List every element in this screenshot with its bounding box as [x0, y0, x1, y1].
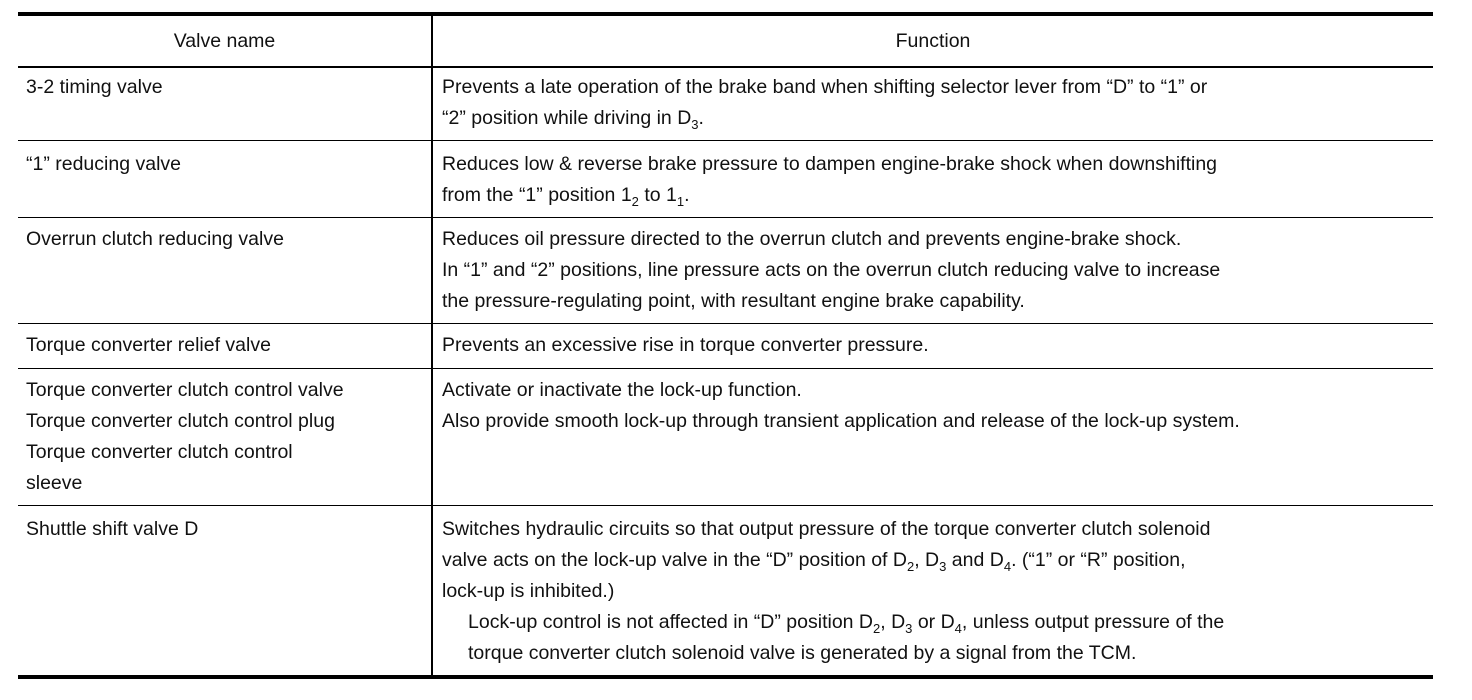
text-line: valve acts on the lock-up valve in the “D” position of $D_2$, $D_3$ and $D_4$. (“1” or “R” position, [442, 549, 1186, 574]
valve-name-cell [18, 506, 432, 678]
table-row [18, 369, 1433, 506]
subscript: 3 [939, 559, 947, 574]
subscript: 1 [676, 194, 685, 209]
subscript: 3 [905, 621, 913, 636]
valve-name-cell [18, 218, 432, 324]
text-line: In “1” and “2” positions, line pressure acts on the overrun clutch reducing valve to increase [442, 259, 1221, 281]
function-cell [432, 67, 1433, 141]
text-line: Reduces low & reverse brake pressure to dampen engine-brake shock when downshifting [442, 153, 1218, 175]
text-line: the pressure-regulating point, with resultant engine brake capability. [442, 290, 1025, 312]
valve-name-cell [18, 369, 432, 506]
text-line: from the “1” position $1_2$ to $1_1$. [442, 184, 690, 209]
text-line: Reduces oil pressure directed to the overrun clutch and prevents engine-brake shock. [442, 228, 1182, 250]
text-line: Prevents a late operation of the brake band when shifting selector lever from “D” to “1” or [442, 76, 1208, 98]
header-function: Function [895, 29, 971, 52]
text-line: Torque converter clutch control plug [26, 410, 335, 432]
table-row [18, 324, 1433, 369]
text-line: sleeve [26, 472, 83, 494]
table-row [18, 67, 1433, 141]
text-line: Also provide smooth lock-up through transient application and release of the lock-up system. [442, 410, 1240, 432]
text-line: Shuttle shift valve D [26, 518, 199, 540]
header-valve-name: Valve name [18, 14, 432, 67]
text-line: Switches hydraulic circuits so that output pressure of the torque converter clutch solenoid [442, 518, 1211, 540]
table-row [18, 506, 1433, 678]
valve-name-cell [18, 324, 432, 369]
table-header-row [18, 14, 1433, 67]
text-line: Activate or inactivate the lock-up function. [442, 379, 802, 401]
valve-name-cell [18, 67, 432, 141]
valve-function-table [18, 12, 1433, 679]
subscript: 4 [954, 621, 962, 636]
function-cell [432, 369, 1433, 506]
function-cell [432, 141, 1433, 218]
subscript: 2 [631, 194, 639, 209]
subscript: 4 [1003, 559, 1012, 574]
text-line: Torque converter relief valve [26, 334, 271, 356]
subscript: 2 [906, 559, 915, 574]
valve-name-cell [18, 141, 432, 218]
text-line: lock-up is inhibited.) [442, 580, 615, 602]
text-line: Torque converter clutch control valve [26, 379, 344, 401]
table-row [18, 141, 1433, 218]
subscript: 2 [873, 621, 881, 636]
text-line: 3-2 timing valve [26, 76, 163, 98]
text-line: Torque converter clutch control [26, 441, 293, 463]
text-line: Prevents an excessive rise in torque converter pressure. [442, 334, 929, 356]
subscript: 3 [691, 117, 699, 132]
text-line: “1” reducing valve [26, 153, 181, 175]
table-row [18, 218, 1433, 324]
text-line: Lock-up control is not affected in “D” position $D_2$, $D_3$ or $D_4$, unless output pressure of the [468, 611, 1225, 636]
function-cell [432, 218, 1433, 324]
text-line: Overrun clutch reducing valve [26, 228, 284, 250]
function-cell [432, 506, 1433, 678]
text-line: torque converter clutch solenoid valve is generated by a signal from the TCM. [468, 642, 1137, 664]
function-cell [432, 324, 1433, 369]
text-line: “2” position while driving in $D_3$. [442, 107, 704, 132]
